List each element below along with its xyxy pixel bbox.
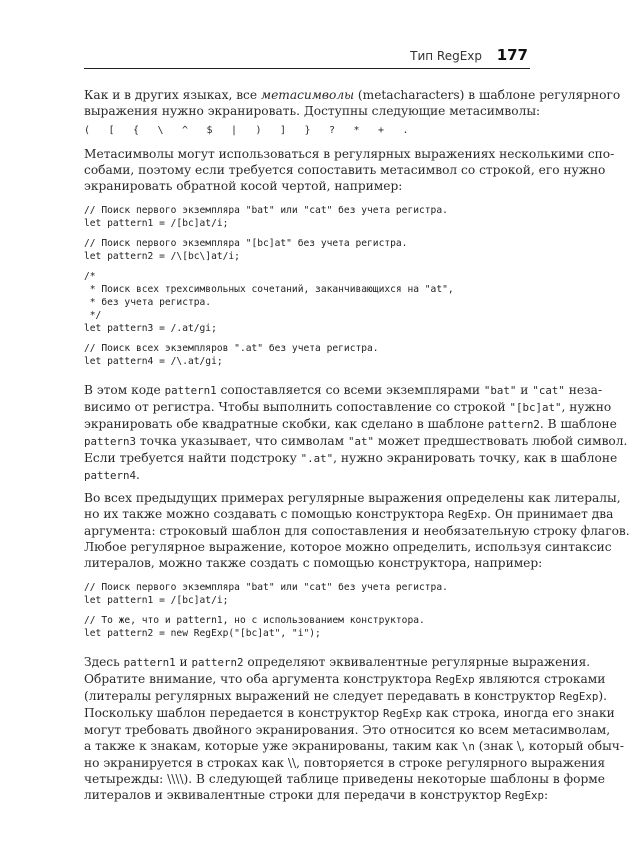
inline-code: "at" [348, 435, 375, 448]
metacharacter: . [402, 125, 409, 136]
text-run: (литералы регулярных выражений не следует передавать в конструктор [84, 689, 560, 703]
text-run: (знак \, который обыч- [474, 739, 624, 753]
text-run: собами, поэтому если требуется сопоставить метасимвол со строкой, его нужно [84, 163, 606, 177]
inline-code: ".at" [300, 452, 334, 465]
text-run: Любое регулярное выражение, которое можно определить, используя синтаксис [84, 540, 612, 554]
text-run: может предшествовать любой символ. [374, 434, 628, 448]
text-run: могут требовать двойного экранирования. Это относится ко всем метасимволам, [84, 723, 611, 737]
metacharacter: ) [255, 125, 262, 136]
text-line [84, 87, 621, 103]
text-run: и [175, 655, 192, 669]
metacharacter: ? [329, 125, 336, 136]
text-line [84, 103, 541, 119]
text-run: Метасимволы могут использоваться в регулярных выражениях несколькими спо- [84, 147, 615, 161]
text-line [84, 539, 612, 555]
page-number: 177 [496, 46, 528, 64]
code-line: /* [84, 271, 96, 282]
inline-code: RegExp [435, 673, 475, 686]
code-line: * без учета регистра. [84, 297, 212, 308]
text-line [84, 738, 624, 755]
text-run: В этом коде [84, 383, 165, 397]
text-run: и [516, 383, 533, 397]
emphasis: метасимволы [260, 88, 355, 102]
code-line: * Поиск всех трехсимвольных сочетаний, заканчивающихся на "at", [84, 284, 454, 295]
paragraph-intro [84, 87, 621, 119]
code-line: let pattern2 = new RegExp("[bc]at", "i"); [84, 628, 321, 639]
code-group [84, 614, 530, 640]
inline-code: pattern2 [487, 418, 540, 431]
text-line [84, 450, 618, 467]
text-run: являются строками [474, 672, 606, 686]
text-run: . В шаблоне [539, 417, 617, 431]
code-group [84, 237, 530, 263]
text-run: а также к знакам, которые уже экранированы, таким как [84, 739, 462, 753]
text-run: выражения нужно экранировать. Доступны следующие метасимволы: [84, 104, 541, 118]
metacharacter: \ [157, 125, 164, 136]
paragraph-escaping [84, 146, 615, 194]
text-run: четырежды: \\\\). В следующей таблице приведены некоторые шаблоны в форме [84, 772, 605, 786]
paragraph-constructor [84, 490, 630, 571]
text-run: сопоставляется со всеми экземплярами [216, 383, 484, 397]
metacharacter: | [231, 125, 238, 136]
inline-code: RegExp [505, 789, 545, 802]
text-run: , нужно [561, 400, 612, 414]
code-group [84, 270, 530, 335]
text-run: неза- [564, 383, 603, 397]
code-line: let pattern4 = /\.at/gi; [84, 356, 223, 367]
text-run: аргумента: строковый шаблон для сопоставления и необязательную строку флагов. [84, 524, 630, 538]
code-line: // Поиск первого экземпляра "bat" или "cat" без учета регистра. [84, 205, 448, 216]
code-group [84, 581, 530, 607]
text-run: . Он принимает два [487, 507, 614, 521]
text-run: Здесь [84, 655, 124, 669]
text-run: , нужно экранировать точку, как в шаблоне [333, 451, 618, 465]
text-line [84, 654, 591, 671]
chapter-title: Тип RegExp [410, 49, 482, 63]
text-run: точка указывает, что символам [136, 434, 349, 448]
text-run: Поскольку шаблон передается в конструктор [84, 706, 383, 720]
metacharacter: ] [280, 125, 287, 136]
code-group [84, 342, 530, 368]
text-line [84, 555, 543, 571]
text-line [84, 671, 606, 688]
code-group [84, 204, 530, 230]
text-run: Как и в других языках, все [84, 88, 261, 102]
text-run: определяют эквивалентные регулярные выражения. [243, 655, 591, 669]
metacharacter: $ [206, 125, 213, 136]
code-line: // Поиск первого экземпляра "[bc]at" без учета регистра. [84, 238, 408, 249]
code-line: let pattern2 = /\[bc\]at/i; [84, 251, 240, 262]
inline-code: RegExp [383, 707, 423, 720]
text-run: висимо от регистра. Чтобы выполнить сопоставление со строкой [84, 400, 510, 414]
metacharacter: ^ [182, 125, 189, 136]
text-run: Если требуется найти подстроку [84, 451, 301, 465]
metacharacter: ( [84, 125, 91, 136]
paragraph-explanation [84, 382, 628, 484]
text-line [84, 433, 628, 450]
text-line [84, 722, 611, 738]
metacharacter: } [304, 125, 311, 136]
metacharacter: * [353, 125, 360, 136]
text-line [84, 467, 530, 484]
text-run: но их также можно создавать с помощью конструктора [84, 507, 449, 521]
metacharacter: [ [108, 125, 115, 136]
text-run: Во всех предыдущих примерах регулярные выражения определены как литералы, [84, 491, 621, 505]
code-line: // То же, что и pattern1, но с использованием конструктора. [84, 615, 425, 626]
paragraph-double-escaping [84, 654, 624, 804]
code-line: let pattern3 = /.at/gi; [84, 323, 217, 334]
inline-code: \n [461, 740, 475, 753]
text-line [84, 382, 603, 399]
text-line [84, 787, 549, 804]
page-body [84, 87, 630, 804]
inline-code: pattern3 [84, 435, 137, 448]
text-run: Обратите внимание, что оба аргумента конструктора [84, 672, 436, 686]
text-line [84, 506, 614, 523]
code-block-literals [84, 204, 530, 368]
text-line [84, 490, 621, 506]
inline-code: "[bc]at" [509, 401, 562, 414]
text-run: (metacharacters) в шаблоне регулярного [354, 88, 621, 102]
text-run: : [544, 788, 549, 802]
inline-code: pattern4 [84, 469, 137, 482]
code-block-constructor [84, 581, 530, 640]
inline-code: RegExp [448, 508, 488, 521]
text-line [84, 755, 606, 771]
text-run: экранировать обратной косой чертой, например: [84, 179, 403, 193]
text-line [84, 178, 530, 194]
text-run: как строка, иногда его знаки [422, 706, 615, 720]
text-run: литералов, можно также создать с помощью конструктора, например: [84, 556, 543, 570]
text-run: экранировать обе квадратные скобки, как сделано в шаблоне [84, 417, 488, 431]
inline-code: pattern2 [191, 656, 244, 669]
running-header [84, 46, 530, 69]
text-line [84, 705, 615, 722]
inline-code: "bat" [483, 384, 517, 397]
inline-code: pattern1 [164, 384, 217, 397]
inline-code: RegExp [559, 690, 599, 703]
code-line: let pattern1 = /[bc]at/i; [84, 595, 229, 606]
text-line [84, 688, 608, 705]
code-line: // Поиск всех экземпляров ".at" без учета регистра. [84, 343, 379, 354]
text-line [84, 771, 605, 787]
code-line: let pattern1 = /[bc]at/i; [84, 218, 229, 229]
text-line [84, 416, 617, 433]
text-run: литералов и эквивалентные строки для передачи в конструктор [84, 788, 506, 802]
code-line: */ [84, 310, 102, 321]
text-line [84, 146, 615, 162]
text-line [84, 399, 612, 416]
metacharacter-list [84, 125, 530, 136]
metacharacter: { [133, 125, 140, 136]
inline-code: "cat" [532, 384, 565, 397]
text-run: но экранируется в строках как \\, повторяется в строке регулярного выражения [84, 756, 606, 770]
text-run: . [136, 468, 140, 482]
text-line [84, 162, 606, 178]
text-run: ). [598, 689, 608, 703]
metacharacter: + [378, 125, 385, 136]
inline-code: pattern1 [123, 656, 176, 669]
text-line [84, 523, 630, 539]
code-line: // Поиск первого экземпляра "bat" или "cat" без учета регистра. [84, 582, 448, 593]
